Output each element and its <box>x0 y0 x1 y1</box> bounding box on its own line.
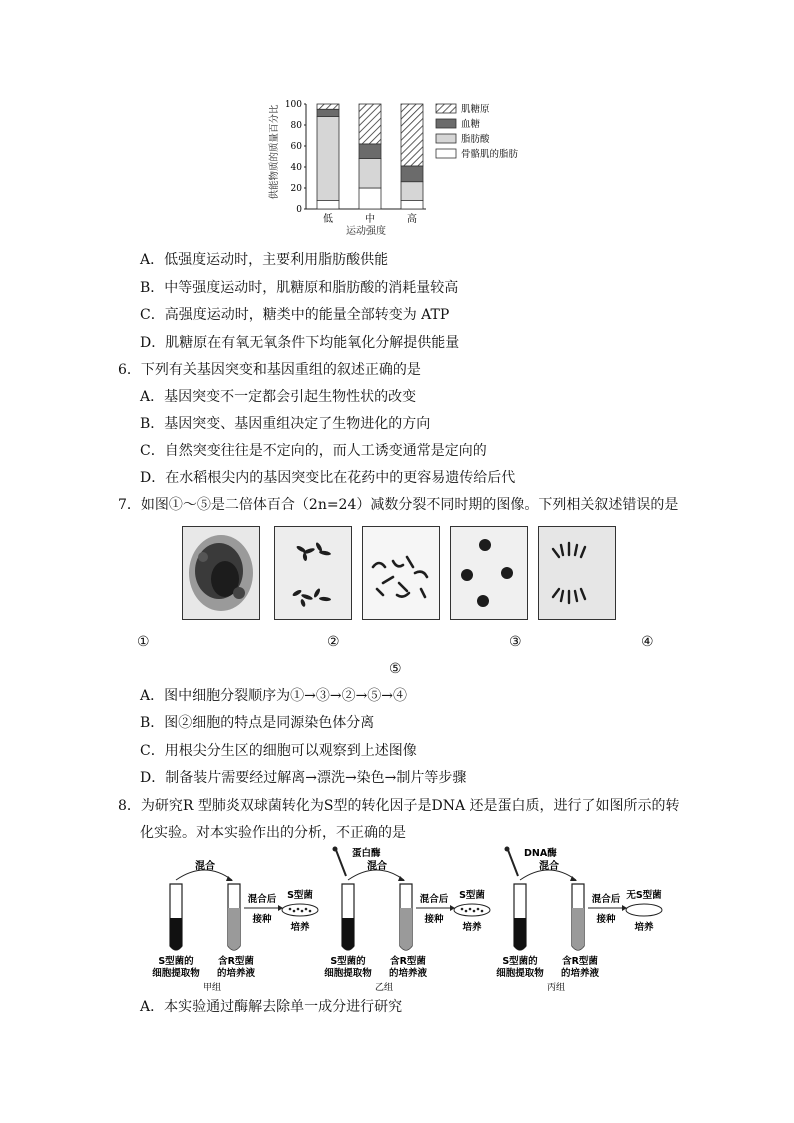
bar-segment <box>401 182 423 201</box>
extract-label-1: S型菌的 <box>330 956 366 967</box>
colony <box>293 910 296 913</box>
colony <box>477 908 480 911</box>
medium-fill <box>228 908 240 950</box>
q6-option-b: B．基因突变、基因重组决定了生物进化的方向 <box>140 416 431 432</box>
y-tick-label: 100 <box>284 100 302 110</box>
dropper <box>336 850 346 876</box>
bar-segment <box>359 144 381 159</box>
colony <box>465 910 468 913</box>
bar-segment <box>401 201 423 209</box>
y-tick-label: 40 <box>290 163 302 173</box>
micrograph-3 <box>362 526 440 620</box>
q8-stem-line1: 8．为研究R 型肺炎双球菌转化为S型的转化因子是DNA 还是蛋白质，进行了如图所示的转 <box>118 798 680 814</box>
medium-fill <box>400 908 412 950</box>
extract-label-1: S型菌的 <box>158 956 194 967</box>
micrograph-4 <box>450 526 528 620</box>
bar-segment <box>317 117 339 201</box>
extract-label-2: 细胞提取物 <box>496 968 544 979</box>
group-name: 丙组 <box>546 983 566 992</box>
y-tick-label: 60 <box>290 142 302 152</box>
colony <box>309 910 312 913</box>
inoculate-label-2: 接种 <box>252 914 272 925</box>
bar-segment <box>317 104 339 109</box>
q8-stem-line2: 化实验。对本实验作出的分析，不正确的是 <box>140 825 406 841</box>
culture-label: 培养 <box>634 922 654 933</box>
inoculate-label-1: 混合后 <box>419 894 449 905</box>
q7-option-c: C．用根尖分生区的细胞可以观察到上述图像 <box>140 743 417 759</box>
result-label: S型菌 <box>287 890 313 901</box>
legend-swatch <box>436 104 456 113</box>
bar-segment <box>359 104 381 144</box>
micrograph-2 <box>274 526 352 620</box>
colony <box>481 910 484 913</box>
medium-label-1: 含R型菌 <box>562 956 598 967</box>
x-axis-label: 运动强度 <box>346 226 386 237</box>
result-label: 无S型菌 <box>626 890 662 901</box>
culture-label: 培养 <box>290 922 310 933</box>
bar-segment <box>317 201 339 209</box>
dropper <box>508 850 518 876</box>
q5-option-b: B．中等强度运动时，肌糖原和脂肪酸的消耗量较高 <box>140 280 459 296</box>
colony <box>461 908 464 911</box>
x-tick-label: 高 <box>407 214 417 225</box>
y-tick-label: 80 <box>290 121 302 131</box>
bar-segment <box>359 159 381 188</box>
inoculate-label-1: 混合后 <box>247 894 277 905</box>
medium-label-1: 含R型菌 <box>390 956 426 967</box>
x-tick-label: 低 <box>323 214 333 225</box>
bar-segment <box>317 109 339 116</box>
micrograph-label-1: ① <box>137 634 150 650</box>
extract-label-2: 细胞提取物 <box>152 968 200 979</box>
q5-option-a: A．低强度运动时，主要利用脂肪酸供能 <box>140 252 389 268</box>
result-label: S型菌 <box>459 890 485 901</box>
legend-label: 肌糖原 <box>461 104 490 115</box>
colony <box>297 908 300 911</box>
legend-label: 骨骼肌的脂肪 <box>461 149 519 160</box>
petri-dish <box>454 904 490 916</box>
bar-segment <box>401 104 423 166</box>
q6-option-a: A．基因突变不一定都会引起生物性状的改变 <box>140 389 417 405</box>
micrograph-5 <box>538 526 616 620</box>
inoculate-label-2: 接种 <box>596 914 616 925</box>
mix-label: 混合 <box>195 861 215 872</box>
micrograph-label-2: ② <box>327 634 340 650</box>
energy-source-chart <box>268 96 530 238</box>
q5-option-d: D．肌糖原在有氧无氧条件下均能氧化分解提供能量 <box>140 335 460 351</box>
q8-option-a: A．本实验通过酶解去除单一成分进行研究 <box>140 999 403 1015</box>
legend-label: 脂肪酸 <box>461 134 490 145</box>
micrograph-label-3: ③ <box>509 634 522 650</box>
medium-label-2: 的培养液 <box>560 968 600 979</box>
group-name: 甲组 <box>202 983 222 992</box>
medium-label-1: 含R型菌 <box>218 956 254 967</box>
inoculate-label-1: 混合后 <box>591 894 621 905</box>
q7-option-b: B．图②细胞的特点是同源染色体分离 <box>140 715 375 731</box>
q5-option-c: C．高强度运动时，糖类中的能量全部转变为 ATP <box>140 307 450 323</box>
culture-label: 培养 <box>462 922 482 933</box>
extract-label-2: 细胞提取物 <box>324 968 372 979</box>
inoculate-label-2: 接种 <box>424 914 444 925</box>
medium-label-2: 的培养液 <box>388 968 428 979</box>
extract-fill <box>514 918 526 950</box>
q6-option-d: D．在水稻根尖内的基因突变比在花药中的更容易遗传给后代 <box>140 470 516 486</box>
micrograph-label-4: ④ <box>641 634 654 650</box>
petri-dish <box>282 904 318 916</box>
mix-label: 混合 <box>539 861 559 872</box>
transformation-experiment-figure <box>150 846 670 992</box>
x-tick-label: 中 <box>365 214 375 225</box>
legend-swatch <box>436 149 456 158</box>
q6-stem: 6．下列有关基因突变和基因重组的叙述正确的是 <box>118 362 421 378</box>
micrograph-1 <box>182 526 260 620</box>
enzyme-label: 蛋白酶 <box>352 848 381 859</box>
petri-dish <box>626 904 662 916</box>
bar-segment <box>359 188 381 209</box>
micrograph-label-5: ⑤ <box>389 661 402 677</box>
q7-option-a: A．图中细胞分裂顺序为①→③→②→⑤→④ <box>140 688 408 704</box>
group-name: 乙组 <box>374 983 394 992</box>
y-axis-label: 供能物质的质量百分比 <box>269 104 280 200</box>
enzyme-label: DNA酶 <box>524 848 557 859</box>
bar-segment <box>401 166 423 182</box>
q6-option-c: C．自然突变往往是不定向的，而人工诱变通常是定向的 <box>140 443 487 459</box>
q7-stem: 7．如图①～⑤是二倍体百合（2n=24）减数分裂不同时期的图像。下列相关叙述错误的是 <box>118 497 679 513</box>
y-tick-label: 20 <box>290 184 302 194</box>
q7-option-d: D．制备装片需要经过解离→漂洗→染色→制片等步骤 <box>140 770 467 786</box>
colony <box>469 908 472 911</box>
medium-label-2: 的培养液 <box>216 968 256 979</box>
mix-label: 混合 <box>367 861 387 872</box>
y-tick-label: 0 <box>296 205 302 215</box>
extract-label-1: S型菌的 <box>502 956 538 967</box>
legend-swatch <box>436 134 456 143</box>
extract-fill <box>342 918 354 950</box>
extract-fill <box>170 918 182 950</box>
legend-swatch <box>436 119 456 128</box>
colony <box>289 908 292 911</box>
legend-label: 血糖 <box>461 119 481 130</box>
colony <box>305 908 308 911</box>
colony <box>301 910 304 913</box>
colony <box>473 910 476 913</box>
medium-fill <box>572 908 584 950</box>
